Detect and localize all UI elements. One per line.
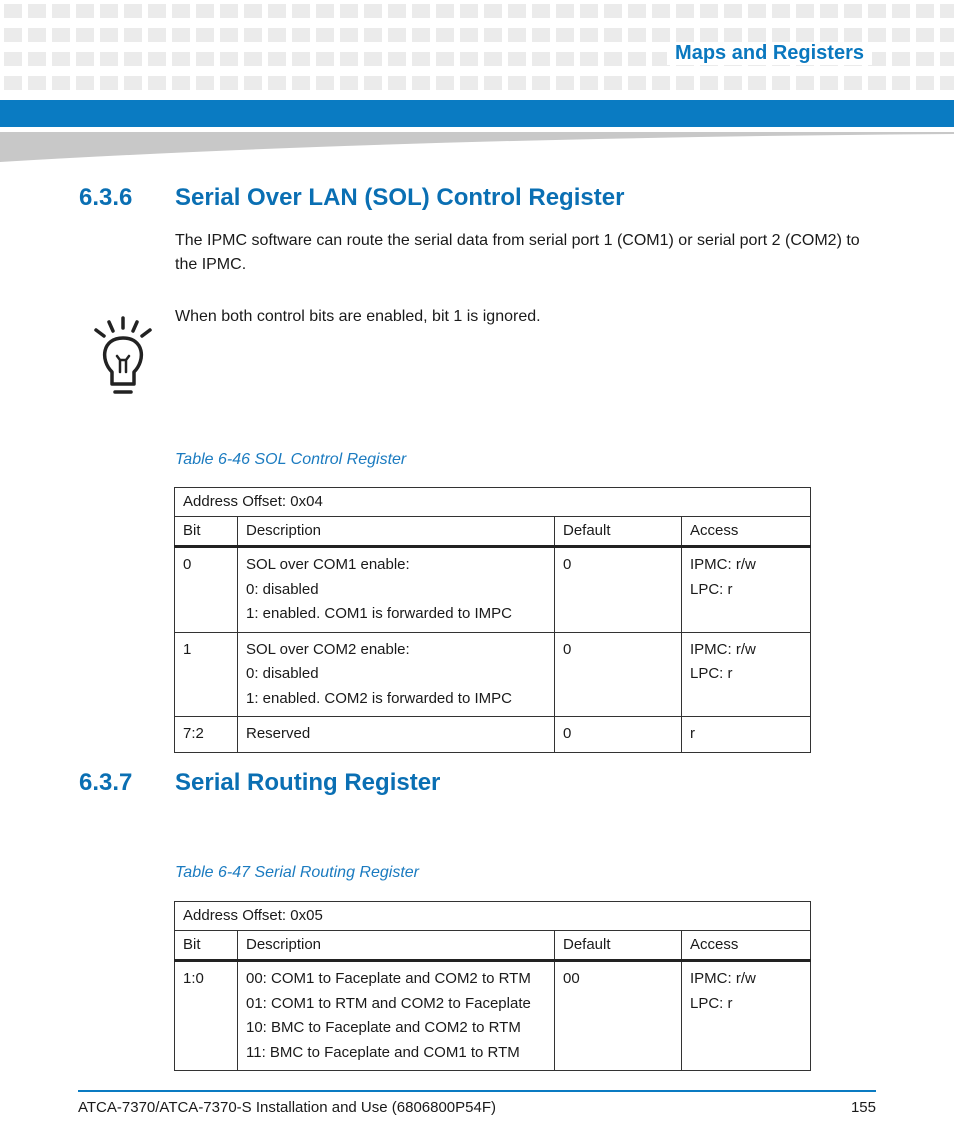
address-offset: Address Offset: 0x04	[175, 488, 811, 517]
access-cell: r	[682, 717, 811, 753]
section-number: 6.3.7	[79, 769, 133, 796]
column-header: Bit	[175, 517, 238, 547]
intro-paragraph: The IPMC software can route the serial data from serial port 1 (COM1) or serial port 2 (COM2) to the IPMC.	[175, 232, 860, 273]
section-title: Serial Over LAN (SOL) Control Register	[175, 184, 625, 211]
table-caption: Table 6-47 Serial Routing Register	[175, 864, 419, 881]
default-cell: 0	[555, 547, 682, 633]
column-header: Bit	[175, 931, 238, 961]
section-number: 6.3.6	[79, 184, 133, 211]
column-header: Default	[555, 931, 682, 961]
footer-document-title: ATCA-7370/ATCA-7370-S Installation and Use (6806800P54F)	[78, 1099, 497, 1116]
footer-rule	[78, 1090, 876, 1092]
table-row	[175, 961, 811, 1071]
table-caption: Table 6-46 SOL Control Register	[175, 451, 407, 468]
tip-text: When both control bits are enabled, bit 1 is ignored.	[175, 308, 541, 325]
table-row	[175, 547, 811, 633]
address-offset: Address Offset: 0x05	[175, 902, 811, 931]
default-cell: 0	[555, 632, 682, 717]
bit-cell: 1:0	[175, 961, 238, 1071]
default-cell: 00	[555, 961, 682, 1071]
running-header: Maps and Registers	[667, 42, 872, 65]
column-header: Description	[238, 517, 555, 547]
column-header: Description	[238, 931, 555, 961]
column-header: Default	[555, 517, 682, 547]
description-cell: SOL over COM1 enable: 0: disabled 1: enabled. COM1 is forwarded to IMPC	[238, 547, 555, 633]
description-cell: Reserved	[238, 717, 555, 753]
header-grey-swoosh	[0, 132, 954, 164]
access-cell: IPMC: r/w LPC: r	[682, 632, 811, 717]
page-number: 155	[850, 1099, 876, 1116]
serial-routing-table	[174, 901, 811, 1071]
table-row	[175, 717, 811, 753]
column-header: Access	[682, 931, 811, 961]
default-cell: 0	[555, 717, 682, 753]
sol-control-table	[174, 487, 811, 753]
section-title: Serial Routing Register	[175, 769, 441, 796]
column-header: Access	[682, 517, 811, 547]
access-cell: IPMC: r/w LPC: r	[682, 547, 811, 633]
section-heading	[79, 184, 624, 212]
bit-cell: 7:2	[175, 717, 238, 753]
bit-cell: 0	[175, 547, 238, 633]
description-cell: SOL over COM2 enable: 0: disabled 1: enabled. COM2 is forwarded to IMPC	[238, 632, 555, 717]
access-cell: IPMC: r/w LPC: r	[682, 961, 811, 1071]
description-cell: 00: COM1 to Faceplate and COM2 to RTM 01: COM1 to RTM and COM2 to Faceplate 10: BMC to Faceplate and COM2 to RTM 11: BMC to Faceplate and COM1 to RTM	[238, 961, 555, 1071]
bit-cell: 1	[175, 632, 238, 717]
section-heading	[79, 769, 440, 797]
lightbulb-icon	[90, 314, 156, 398]
header-blue-bar	[0, 100, 954, 127]
table-row	[175, 632, 811, 717]
